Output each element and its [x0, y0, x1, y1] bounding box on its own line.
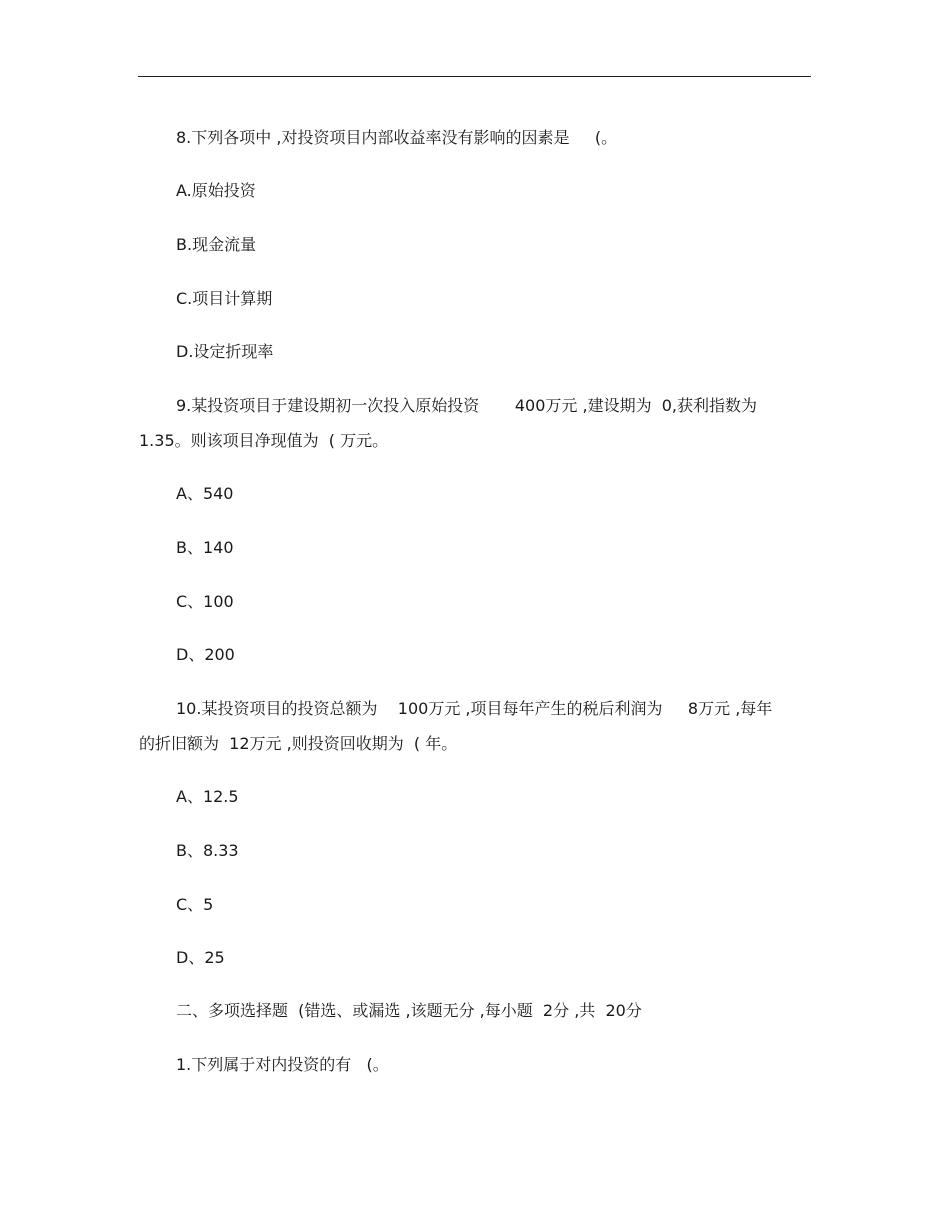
question-9-option-d: D、200 [176, 645, 235, 664]
question-9-option-a: A、540 [176, 484, 234, 503]
question-10-stem-line2: 的折旧额为 12万元 ,则投资回收期为 ( 年。 [139, 734, 458, 753]
section-2-heading: 二、多项选择题 (错选、或漏选 ,该题无分 ,每小题 2分 ,共 20分 [176, 1001, 642, 1020]
question-10-option-c: C、5 [176, 895, 214, 914]
question-10-option-d: D、25 [176, 948, 225, 967]
question-8-option-b: B.现金流量 [176, 235, 257, 254]
question-9-stem-line2: 1.35。则该项目净现值为 ( 万元。 [139, 431, 389, 450]
question-8-option-a: A.原始投资 [176, 181, 256, 200]
question-8-option-d: D.设定折现率 [176, 342, 274, 361]
question-9-option-c: C、100 [176, 592, 234, 611]
question-10-option-a: A、12.5 [176, 787, 239, 806]
multi-question-1-stem: 1.下列属于对内投资的有 (。 [176, 1055, 389, 1074]
question-8-stem: 8.下列各项中 ,对投资项目内部收益率没有影响的因素是 (。 [176, 128, 618, 147]
question-10-stem-line1: 10.某投资项目的投资总额为 100万元 ,项目每年产生的税后利润为 8万元 ,每年 [176, 699, 773, 718]
question-9-option-b: B、140 [176, 538, 234, 557]
header-rule [138, 76, 811, 77]
question-10-option-b: B、8.33 [176, 841, 239, 860]
question-9-stem-line1: 9.某投资项目于建设期初一次投入原始投资 400万元 ,建设期为 0,获利指数为 [176, 396, 758, 415]
question-8-option-c: C.项目计算期 [176, 289, 273, 308]
